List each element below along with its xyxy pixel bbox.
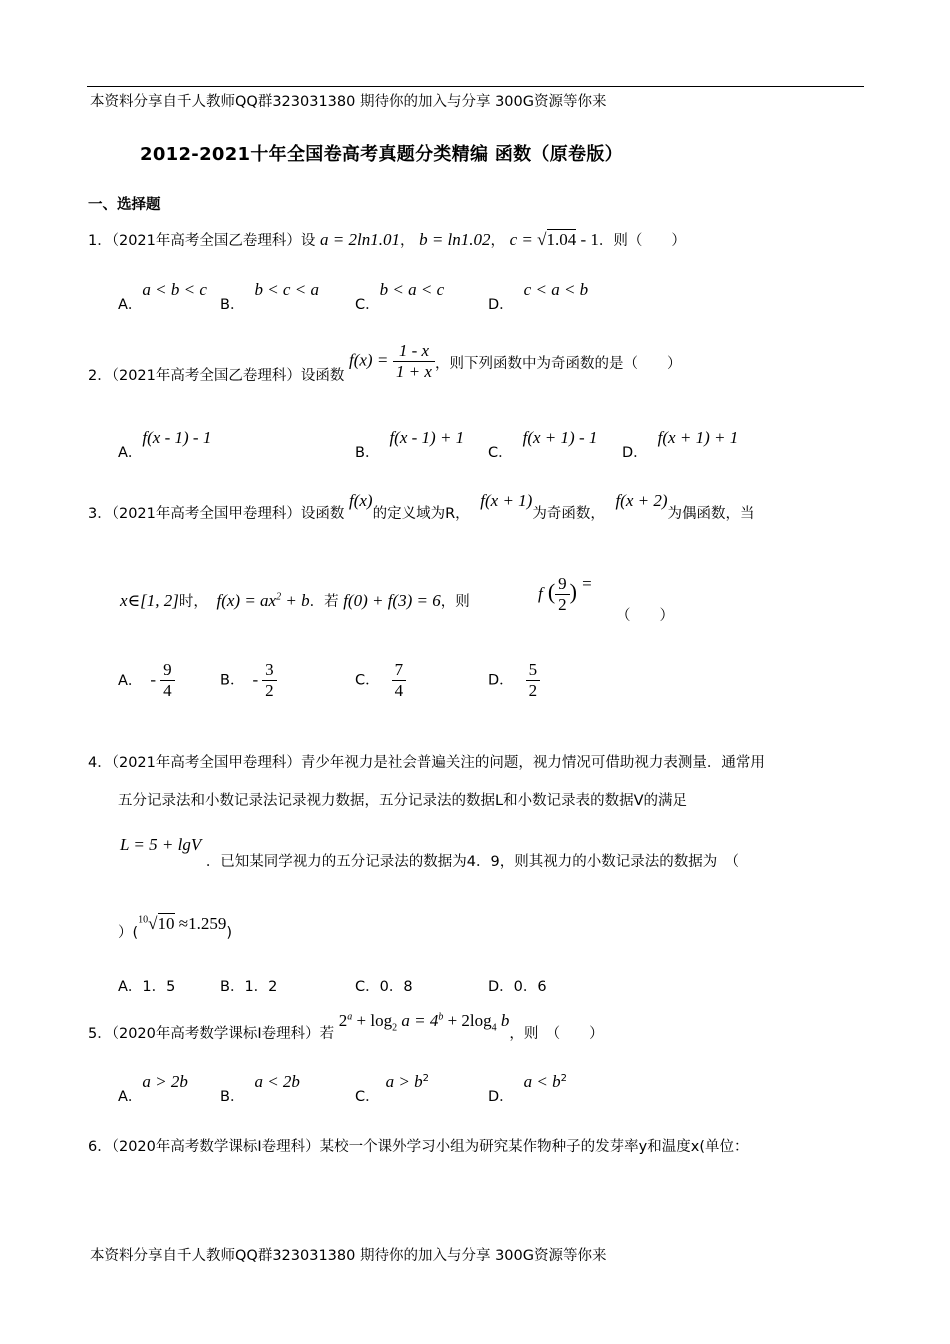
- q2-option-d-label: D．: [622, 445, 648, 461]
- q3-ask-f: f: [538, 584, 543, 603]
- q4-line-3-text: ．已知某同学视力的五分记录法的数据为4．9，则其视力的小数记录法的数据为 （: [205, 854, 740, 870]
- q5-e2: + log: [352, 1011, 393, 1030]
- q4-option-d-label: D．: [488, 979, 514, 995]
- q2-option-c-label: C．: [488, 445, 513, 461]
- q4-hint-radicand: 10: [157, 914, 175, 933]
- q2-option-a-expr: f(x - 1) - 1: [142, 428, 212, 447]
- q3-ask: [538, 574, 592, 615]
- q3-text-3: 为偶函数，当: [667, 506, 755, 522]
- question-3-line-2: [120, 590, 470, 611]
- q4-option-c-value: 0．8: [379, 979, 413, 995]
- q3-option-c-frac: [392, 660, 407, 701]
- q3-text-2: 为奇函数，: [532, 506, 605, 522]
- q2-option-b-expr: f(x - 1) + 1: [389, 428, 465, 447]
- q4-option-c[interactable]: [355, 975, 413, 996]
- q1-option-d[interactable]: [488, 279, 589, 313]
- q5-e4-sub: 4: [491, 1022, 497, 1034]
- q3-option-a-label: A．: [118, 672, 143, 689]
- q6-text: （2020年高考数学课标Ⅰ卷理科）某校一个课外学习小组为研究某作物种子的发芽率y和温度x(单位：: [111, 1139, 749, 1155]
- q3-paren: （ ）: [616, 608, 674, 624]
- q5-option-c-label: C．: [355, 1089, 380, 1105]
- q3-def-tail: + b: [281, 591, 310, 610]
- q3-option-d-den: 2: [528, 681, 538, 700]
- q5-option-c-sup: 2: [422, 1073, 429, 1085]
- q5-option-c-expr: a > b: [385, 1072, 423, 1091]
- q3-ask-lparen: (: [547, 579, 556, 604]
- q3-ask-num: 9: [555, 574, 570, 595]
- q3-option-b-den: 2: [265, 681, 274, 700]
- q1-option-a-label: A．: [118, 297, 143, 313]
- q3-ask-fraction: [555, 574, 570, 615]
- q1-sep-1: ，: [399, 233, 415, 249]
- q5-option-a-label: A．: [118, 1089, 143, 1105]
- q5-option-c[interactable]: [355, 1071, 429, 1105]
- page-footer: 本资料分享自千人教师QQ群323031380 期待你的加入与分享 300G资源等你来: [90, 1248, 607, 1264]
- q3-ask-eq: =: [582, 574, 592, 593]
- q3-option-d-num: 5: [526, 660, 541, 681]
- q5-tail: ，则 （ ）: [509, 1026, 604, 1042]
- q3-option-c-label: C．: [355, 672, 380, 689]
- page-header: 本资料分享自千人教师QQ群323031380 期待你的加入与分享 300G资源等你来: [90, 94, 607, 110]
- q2-option-d-expr: f(x + 1) + 1: [657, 428, 739, 447]
- q3-condition: x∈[1, 2]: [120, 591, 179, 610]
- q4-option-a-value: 1．5: [142, 979, 176, 995]
- q2-option-c-expr: f(x + 1) - 1: [522, 428, 598, 447]
- q3-option-a-frac: [160, 660, 175, 701]
- q4-line-1: （2021年高考全国甲卷理科）青少年视力是社会普遍关注的问题，视力情况可借助视力表测量．通常用: [111, 755, 765, 771]
- q1-option-c-label: C．: [355, 297, 380, 313]
- q4-hint-open: ）(: [118, 925, 139, 941]
- q1-tail: ．则（ ）: [598, 233, 686, 249]
- q5-option-a-expr: a > 2b: [142, 1072, 188, 1091]
- q2-option-b[interactable]: [355, 427, 465, 461]
- q5-option-d[interactable]: [488, 1071, 568, 1105]
- q1-c-tail: - 1: [576, 230, 599, 249]
- q2-tail: ，则下列函数中为奇函数的是（ ）: [434, 355, 682, 372]
- q3-text-6: ，则: [440, 594, 470, 610]
- q3-option-b-sign: -: [252, 669, 259, 689]
- q5-e1-sup: a: [347, 1011, 353, 1023]
- q3-text-5: ．若: [309, 594, 339, 610]
- q2-option-c[interactable]: [488, 427, 598, 461]
- q4-formula: L = 5 + lgV: [120, 835, 202, 854]
- q5-number: 5．: [88, 1026, 112, 1042]
- q2-option-a[interactable]: [118, 427, 212, 461]
- q3-def-main: f(x) = ax: [216, 591, 277, 610]
- q1-c-lhs: c =: [509, 230, 538, 249]
- q5-equation: [338, 1011, 510, 1034]
- q4-option-b[interactable]: [220, 975, 277, 996]
- q1-option-c-expr: b < a < c: [379, 280, 445, 299]
- sqrt-sign: √: [537, 230, 547, 249]
- q1-b-expr: b = ln1.02: [419, 230, 491, 249]
- q4-number: 4．: [88, 755, 112, 771]
- q3-option-a-sign: -: [150, 669, 157, 689]
- q1-number: 1．: [88, 233, 112, 249]
- q2-number: 2．: [88, 367, 112, 384]
- q5-option-b-expr: a < 2b: [254, 1072, 300, 1091]
- question-5: [88, 1010, 604, 1042]
- q3-def-sup: 2: [276, 591, 282, 603]
- q3-option-a-num: 9: [160, 660, 175, 681]
- q5-source: （2020年高考数学课标Ⅰ卷理科）若: [111, 1026, 335, 1042]
- q5-option-d-expr: a < b: [523, 1072, 561, 1091]
- q3-option-b-num: 3: [262, 660, 277, 681]
- q4-hint-index: 10: [138, 914, 149, 926]
- q4-hint-close: ): [226, 925, 233, 941]
- question-4: [88, 751, 765, 772]
- q4-hint-root: $^{10}$√10 ≈1.259: [138, 914, 227, 933]
- q3-ask-den: 2: [558, 595, 567, 614]
- q2-option-a-label: A．: [118, 445, 143, 461]
- q1-option-b-label: B．: [220, 297, 245, 313]
- q1-a-expr: a = 2ln1.01: [320, 230, 400, 249]
- q1-option-c[interactable]: [355, 279, 445, 313]
- q3-text-4: 时，: [178, 594, 208, 610]
- q5-e5: b: [496, 1011, 510, 1030]
- q1-option-a-expr: a < b < c: [142, 280, 207, 299]
- question-2: [88, 341, 681, 382]
- question-1: [88, 229, 686, 250]
- q1-option-b[interactable]: [220, 279, 319, 313]
- q1-option-b-expr: b < c < a: [254, 280, 319, 299]
- q3-option-d[interactable]: [488, 660, 540, 701]
- q3-definition: [216, 591, 309, 610]
- q3-option-a-den: 4: [163, 681, 172, 700]
- q4-option-a[interactable]: [118, 975, 175, 996]
- q3-number: 3．: [88, 506, 112, 522]
- q1-source: （2021年高考全国乙卷理科）设: [111, 233, 316, 249]
- q4-line-3: [120, 834, 740, 870]
- question-6: [88, 1135, 748, 1156]
- q3-sum: f(0) + f(3) = 6: [343, 591, 441, 610]
- q3-fx2: f(x + 2): [615, 491, 668, 510]
- q2-denominator: 1 + x: [395, 362, 432, 381]
- q4-option-b-label: B．: [220, 979, 245, 995]
- q3-text-1: 的定义域为R，: [372, 506, 470, 522]
- q3-option-b-label: B．: [220, 672, 245, 689]
- q5-option-d-sup: 2: [560, 1073, 568, 1085]
- q5-option-b[interactable]: [220, 1071, 300, 1105]
- q3-option-d-label: D．: [488, 672, 514, 689]
- q3-fx: f(x): [349, 491, 373, 510]
- q1-option-a[interactable]: [118, 279, 207, 313]
- q1-option-d-label: D．: [488, 297, 514, 313]
- q3-option-a[interactable]: [118, 660, 175, 701]
- q2-fraction: [393, 341, 435, 382]
- q2-f-lhs: f(x) =: [349, 350, 389, 370]
- section-heading: 一、选择题: [88, 197, 161, 213]
- q5-e1: 2: [338, 1011, 348, 1030]
- q5-e3-sup: b: [438, 1011, 444, 1023]
- q4-option-a-label: A．: [118, 979, 143, 995]
- q5-e3: a = 4: [397, 1011, 439, 1030]
- q4-hint: [118, 913, 233, 941]
- q1-sep-2: ，: [490, 233, 506, 249]
- q3-source: （2021年高考全国甲卷理科）设函数: [111, 506, 345, 522]
- q3-fx1: f(x + 1): [480, 491, 533, 510]
- header-rule: [87, 86, 864, 87]
- q6-number: 6．: [88, 1139, 112, 1155]
- q4-hint-tail: ≈1.259: [174, 914, 227, 933]
- q2-option-d[interactable]: [622, 427, 739, 461]
- q2-option-b-label: B．: [355, 445, 380, 461]
- q3-ask-rparen: ): [569, 579, 577, 604]
- q5-e4: + 2log: [443, 1011, 492, 1030]
- q2-source: （2021年高考全国乙卷理科）设函数: [111, 367, 345, 384]
- q3-option-b-frac: [262, 660, 277, 701]
- q4-line-2: 五分记录法和小数记录法记录视力数据，五分记录法的数据L和小数记录表的数据V的满足: [118, 793, 687, 809]
- document-title: 2012-2021十年全国卷高考真题分类精编 函数（原卷版）: [140, 144, 623, 165]
- q4-option-b-value: 1．2: [244, 979, 278, 995]
- q5-option-d-label: D．: [488, 1089, 514, 1105]
- q2-numerator: 1 - x: [393, 341, 435, 362]
- q5-option-b-label: B．: [220, 1089, 245, 1105]
- q4-option-d-value: 0．6: [513, 979, 547, 995]
- q5-option-a[interactable]: [118, 1071, 188, 1105]
- q3-option-d-frac: [526, 660, 541, 701]
- q1-option-d-expr: c < a < b: [523, 280, 589, 299]
- question-3: [88, 490, 755, 522]
- q3-option-c-den: 4: [394, 681, 404, 700]
- q4-option-c-label: C．: [355, 979, 380, 995]
- q1-c-radicand: 1.04: [546, 230, 577, 249]
- q3-option-c[interactable]: [355, 660, 406, 701]
- q3-option-c-num: 7: [392, 660, 407, 681]
- q5-e2-sub: 2: [392, 1022, 398, 1034]
- q1-c-expr: [510, 229, 599, 249]
- q4-option-d[interactable]: [488, 975, 547, 996]
- q3-option-b[interactable]: [220, 660, 277, 701]
